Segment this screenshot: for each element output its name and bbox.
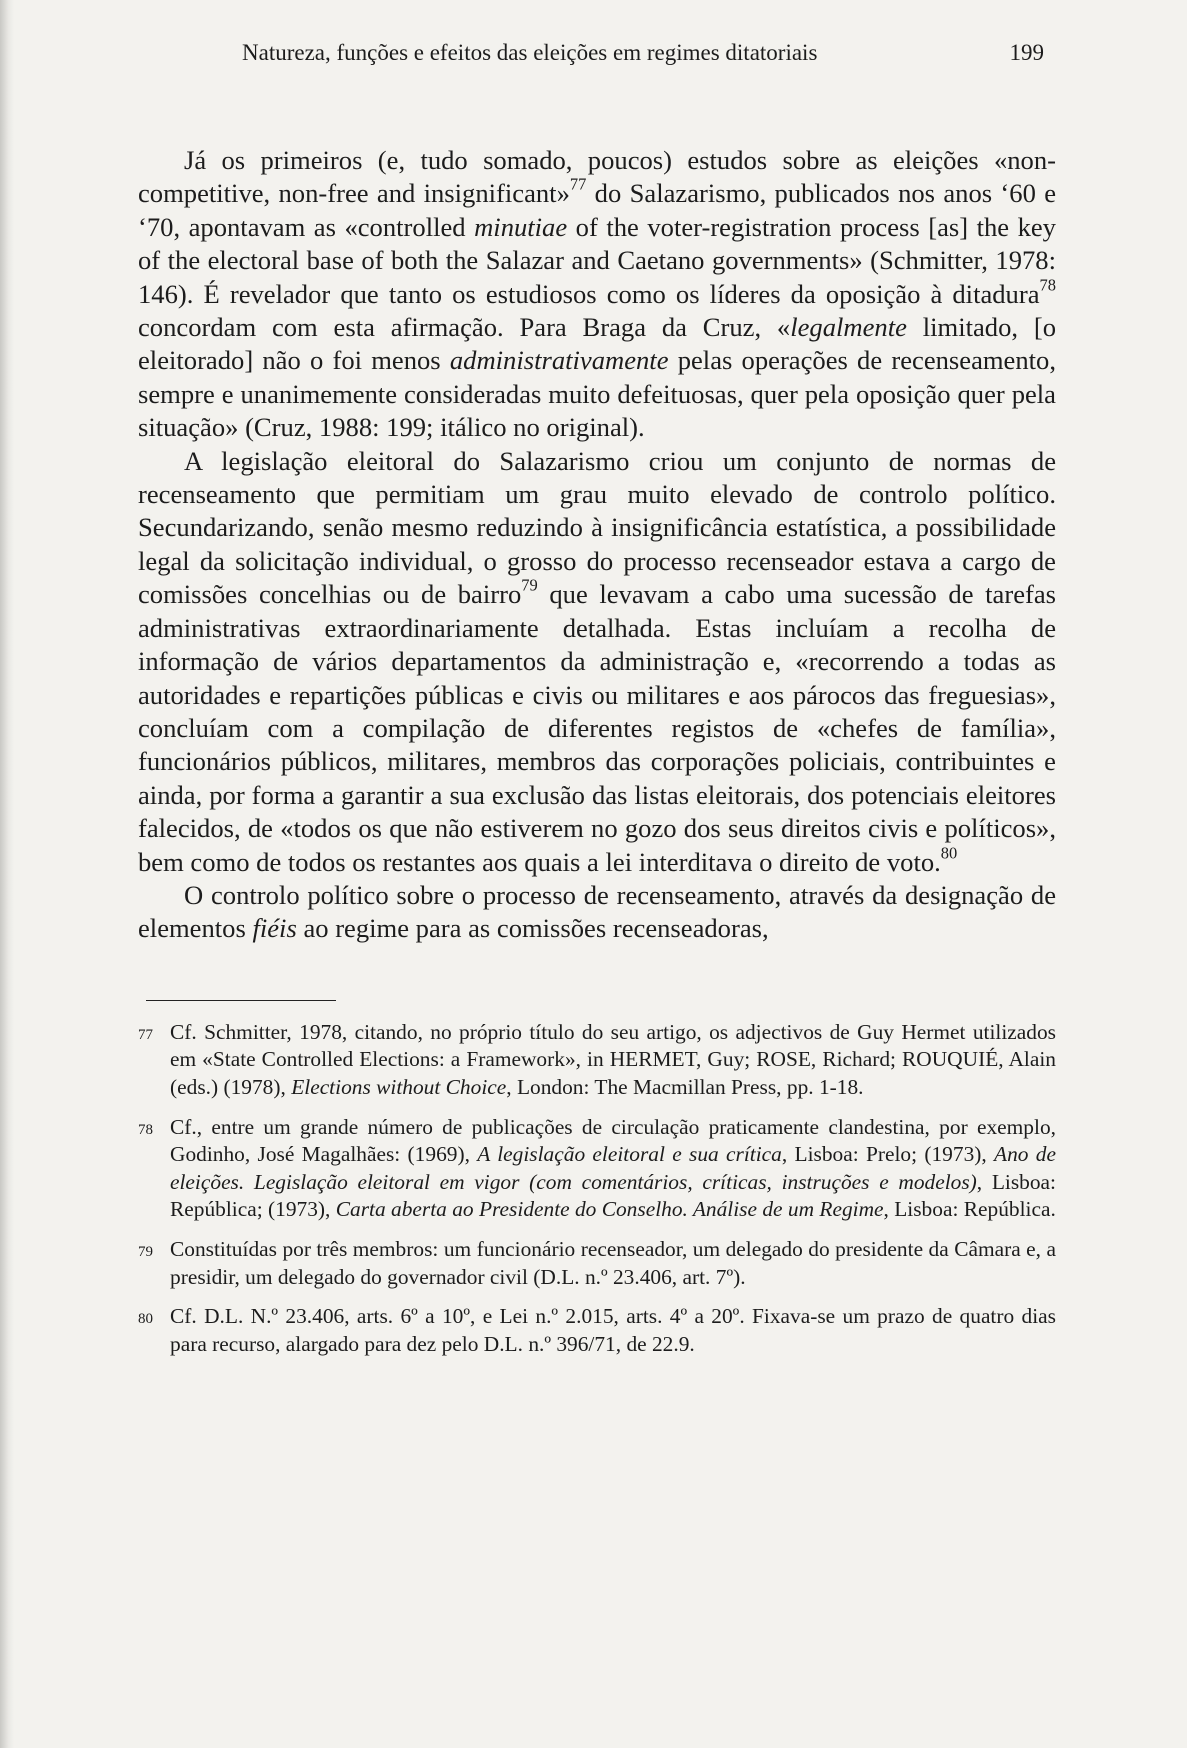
text-run: Constituídas por três membros: um funcionário recenseador, um delegado do presidente da Câmara e, a presidir, um delegado do governador civil (D.L. n.º 23.406, art. 7º). — [170, 1236, 1056, 1289]
footnote-number: 78 — [138, 1121, 153, 1138]
text-run: do Salazarismo, publicados nos anos ‘60 e ‘70, apontavam as «controlled — [138, 178, 1056, 242]
text-run: , London: The Macmillan Press, pp. 1-18. — [506, 1074, 864, 1099]
footnote-text — [170, 1236, 1056, 1291]
footnote-reference: 79 — [521, 575, 538, 595]
italic-text: Elections without Choice — [291, 1074, 507, 1099]
footnote-number: 77 — [138, 1026, 153, 1043]
italic-text: fiéis — [252, 913, 297, 944]
text-run: Já os primeiros (e, tudo somado, poucos) estudos sobre as eleições «non-competitive, non-free and insignificant» — [138, 145, 1056, 209]
text-run: O controlo político sobre o processo de recenseamento, através da designação de elementos — [138, 879, 1056, 944]
footnotes — [138, 1019, 1056, 1359]
footnote-text — [170, 1114, 1056, 1224]
body-paragraph — [138, 144, 1056, 445]
running-header — [138, 40, 1056, 80]
text-run: que levavam a cabo uma sucessão de tarefas administrativas extraordinariamente detalhada. Estas incluíam a recolha de informação de vários departamentos da administração e, «recorrendo a todas as autoridades e repartições públicas e civis ou militares e aos párocos das freguesias», concluíam com a compilação de diferentes registos de «chefes de família», funcionários públicos, militares, membros das corporações policiais, contribuintes e ainda, por forma a garantir a sua exclusão das listas eleitorais, dos potenciais eleitores falecidos, de «todos os que não estiverem no gozo dos seus direitos civis e políticos», bem como de todos os restantes aos quais a lei interditava o direito de voto. — [138, 579, 1057, 877]
book-spine-shadow — [0, 0, 14, 1748]
italic-text: Ano de eleições. Legislação eleitoral em vigor (com comentários, críticas, instruções e modelos) — [170, 1142, 1056, 1194]
footnote-reference: 78 — [1039, 275, 1056, 295]
page-number: 199 — [1009, 40, 1044, 65]
text-run: A legislação eleitoral do Salazarismo criou um conjunto de normas de recenseamento que permitiam um grau muito elevado de controlo político. Secundarizando, senão mesmo reduzindo à insignificância estatística, a possibilidade legal da solicitação individual, o grosso do processo recenseador estava a cargo de comissões concelhias ou de bairro — [138, 445, 1056, 610]
body-paragraph — [138, 445, 1056, 879]
footnote-text — [170, 1303, 1056, 1358]
text-run: concordam com esta afirmação. Para Braga da Cruz, « — [138, 312, 791, 343]
text-run: pelas operações de recenseamento, sempre e unanimemente consideradas muito defeituosas, quer pela oposição quer pela situação» (Cruz, 1988: 199; itálico no original). — [138, 345, 1056, 443]
text-run: , Lisboa: Prelo; (1973), — [781, 1142, 995, 1167]
text-run: limitado, [o eleitorado] não o foi menos — [138, 312, 1056, 376]
body-text — [138, 144, 1056, 946]
text-run: , Lisboa: República. — [883, 1197, 1056, 1222]
footnote — [138, 1019, 1056, 1102]
footnote-text — [170, 1019, 1056, 1102]
footnote-reference: 77 — [569, 175, 587, 195]
footnote-number: 79 — [138, 1243, 153, 1260]
text-run: Cf. D.L. N.º 23.406, arts. 6º a 10º, e Lei n.º 2.015, arts. 4º a 20º. Fixava-se um prazo de quatro dias para recurso, alargado para dez pelo D.L. n.º 396/71, de 22.9. — [170, 1304, 1056, 1356]
italic-text: A legislação eleitoral e sua crítica — [477, 1142, 782, 1167]
text-run: Cf., entre um grande número de publicações de circulação praticamente clandestina, por exemplo, Godinho, José Magalhães: (1969), — [170, 1114, 1056, 1167]
footnote — [138, 1114, 1056, 1224]
footnote-reference: 80 — [940, 843, 958, 863]
book-page — [138, 40, 1056, 1370]
italic-text: legalmente — [790, 312, 907, 343]
text-run: Cf. Schmitter, 1978, citando, no próprio título do seu artigo, os adjectivos de Guy Hermet utilizados em «State Controlled Elections: a Framework», in HERMET, Guy; ROSE, Richard; ROUQUIÉ, Alain (eds.) (1978), — [170, 1019, 1056, 1099]
italic-text: minutiae — [474, 211, 568, 242]
running-title: Natureza, funções e efeitos das eleições em regimes ditatoriais — [242, 40, 818, 65]
body-paragraph — [138, 879, 1056, 946]
italic-text: Carta aberta ao Presidente do Conselho. Análise de um Regime — [335, 1197, 884, 1222]
italic-text: administrativamente — [449, 345, 669, 376]
footnote — [138, 1236, 1056, 1291]
footnote-number: 80 — [138, 1311, 153, 1328]
text-run: , Lisboa: República; (1973), — [170, 1169, 1056, 1222]
text-run: ao regime para as comissões recenseadoras, — [296, 913, 769, 944]
footnote-separator — [146, 1000, 336, 1001]
text-run: of the voter-registration process [as] the key of the electoral base of both the Salazar and Caetano governments» (Schmitter, 1978: 146). É revelador que tanto os estudiosos como os líderes da oposição à ditadura — [138, 211, 1056, 309]
footnote — [138, 1303, 1056, 1358]
